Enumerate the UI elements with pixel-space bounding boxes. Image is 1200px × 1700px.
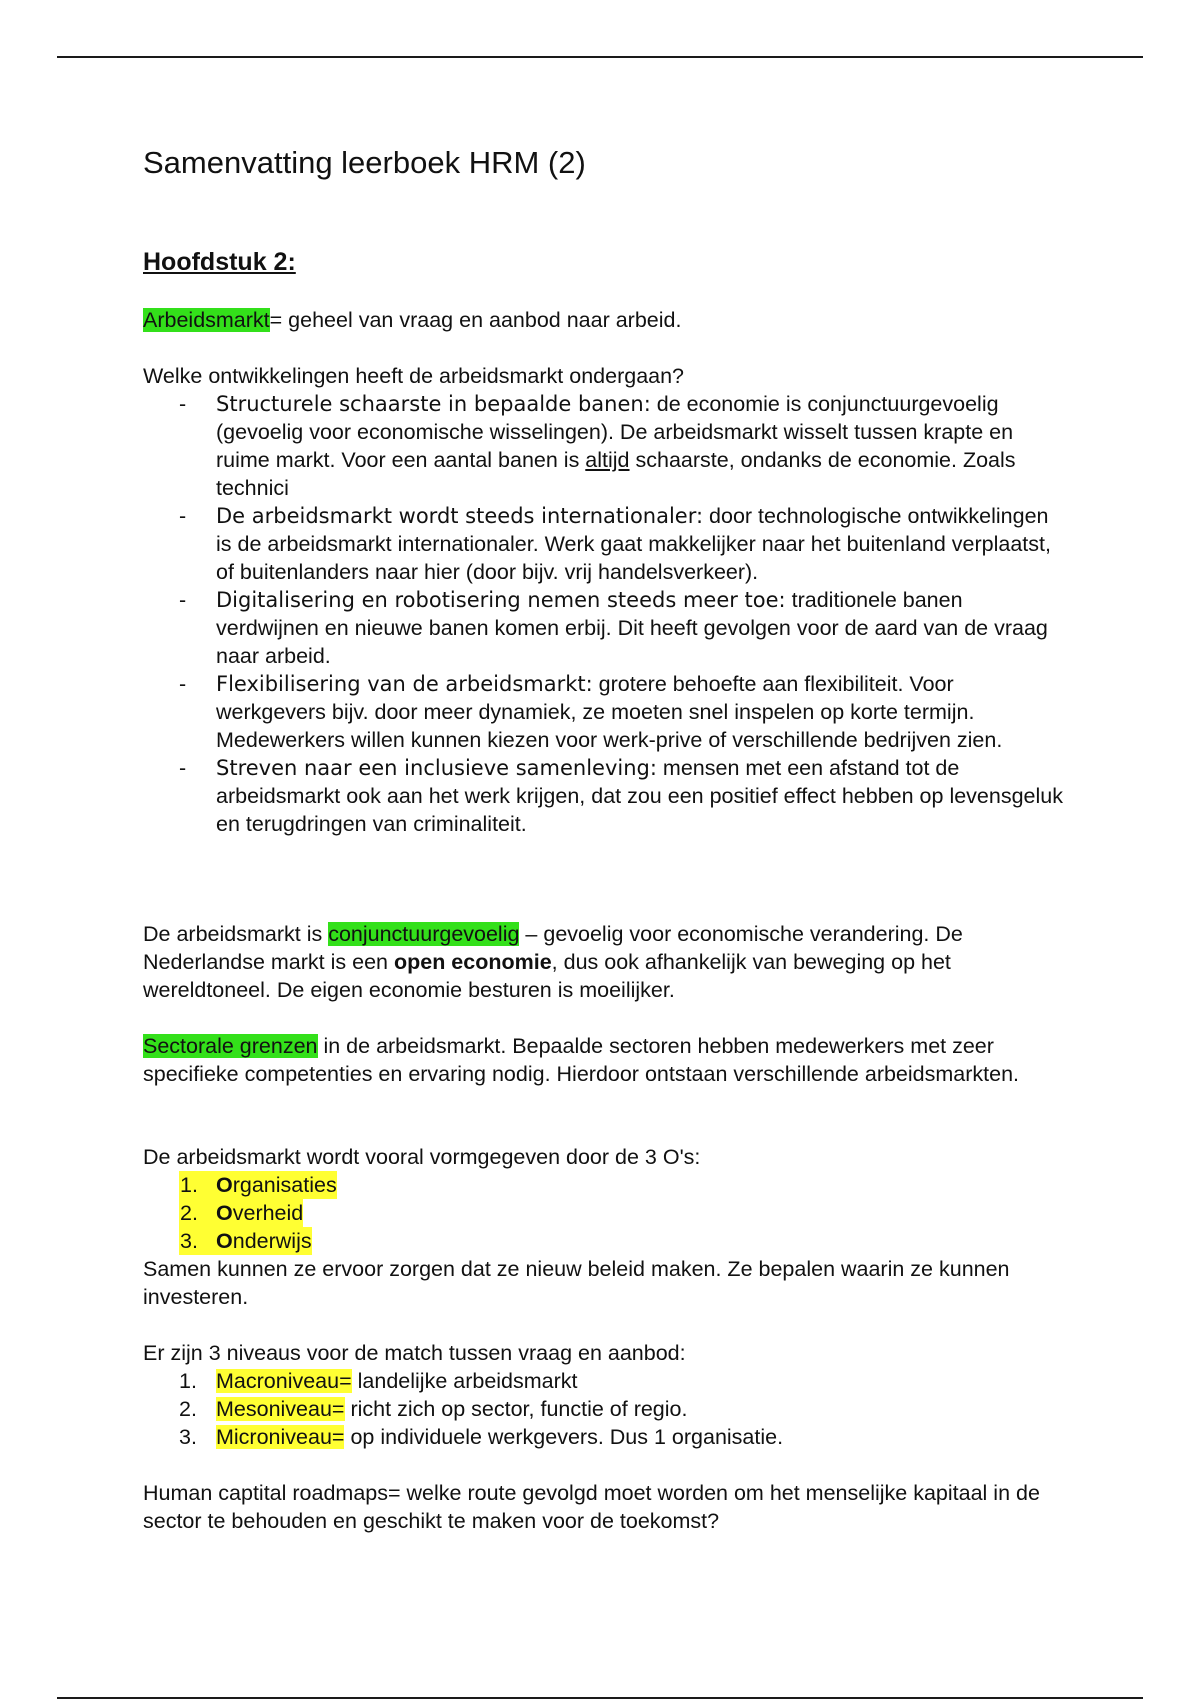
item-head: Structurele schaarste in bepaalde banen: [216, 392, 651, 416]
term-highlight: Mesoniveau= [216, 1397, 345, 1421]
highlighted-item: 2. Overheid [180, 1201, 304, 1225]
levels-intro: Er zijn 3 niveaus voor de match tussen vraag en aanbod: [143, 1341, 686, 1365]
item-head: Flexibilisering van de arbeidsmarkt: [216, 672, 593, 696]
three-o-after: Samen kunnen ze ervoor zorgen dat ze nieuw beleid maken. Ze bepalen waarin ze kunnen investeren. [143, 1257, 1010, 1309]
term-highlight: Sectorale grenzen [143, 1034, 318, 1058]
top-rule [57, 56, 1143, 58]
highlighted-item: 1. Organisaties [180, 1173, 337, 1197]
definition-arbeidsmarkt [143, 306, 1063, 334]
item-head: Streven naar een inclusieve samenleving: [216, 756, 657, 780]
list-item: - Flexibilisering van de arbeidsmarkt: grotere behoefte aan flexibiliteit. Voor werkgevers bijv. door meer dynamiek, ze moeten snel inspelen op korte termijn. Medewerkers willen kunnen kiezen voor werk-prive of verschillende bedrijven zien. [143, 670, 1063, 754]
sector-paragraph: Sectorale grenzen in de arbeidsmarkt. Bepaalde sectoren hebben medewerkers met zeer specifieke competenties en ervaring nodig. Hierdoor ontstaan verschillende arbeidsmarkten. [143, 1034, 1020, 1086]
item-head: Digitalisering en robotisering nemen steeds meer toe: [216, 588, 786, 612]
levels-section [143, 1339, 1063, 1451]
list-item [143, 1199, 1063, 1227]
list-item [143, 1227, 1063, 1255]
three-o-intro: De arbeidsmarkt wordt vooral vormgegeven door de 3 O's: [143, 1145, 701, 1169]
bold-term: open economie [393, 950, 552, 974]
item-head: De arbeidsmarkt wordt steeds internationaler: [216, 504, 704, 528]
levels-list [143, 1367, 1063, 1451]
developments-section [143, 362, 1063, 838]
term-highlight: Microniveau= [216, 1425, 345, 1449]
definition-text: = geheel van vraag en aanbod naar arbeid. [269, 308, 682, 332]
list-item: - Streven naar een inclusieve samenleving: mensen met een afstand tot de arbeidsmarkt ook aan het werk krijgen, dat zou een positief effect hebben op levensgeluk en terugdringen van criminaliteit. [143, 754, 1063, 838]
term-highlight: Macroniveau= [216, 1369, 352, 1393]
list-item: 1. Macroniveau= landelijke arbeidsmarkt [179, 1369, 578, 1393]
bottom-rule [57, 1697, 1143, 1699]
three-o-section [143, 1143, 1063, 1311]
page-title: Samenvatting leerboek HRM (2) [143, 145, 586, 180]
list-item: - De arbeidsmarkt wordt steeds internationaler: door technologische ontwikkelingen is de arbeidsmarkt internationaler. Werk gaat makkelijker naar het buitenland verplaatst, of buitenlanders naar hier (door bijv. vrij handelsverkeer). [143, 502, 1063, 586]
highlighted-item: 3. Onderwijs [180, 1229, 312, 1253]
three-o-list [143, 1171, 1063, 1255]
list-item: - Digitalisering en robotisering nemen steeds meer toe: traditionele banen verdwijnen en nieuwe banen komen erbij. Dit heeft gevolgen voor de aard van de vraag naar arbeid. [143, 586, 1063, 670]
developments-list [143, 390, 1063, 838]
term-highlight: conjunctuurgevoelig [328, 922, 520, 946]
conjunctuur-paragraph: De arbeidsmarkt is conjunctuurgevoelig – gevoelig voor economische verandering. De Nederlandse markt is een open economie, dus ook afhankelijk van beweging op het wereldtoneel. De eigen economie besturen is moeilijker. [143, 922, 963, 1002]
underlined-word: altijd [585, 448, 630, 472]
roadmaps-paragraph: Human captital roadmaps= welke route gevolgd moet worden om het menselijke kapitaal in de sector te behouden en geschikt te maken voor de toekomst? [143, 1481, 1040, 1533]
term-highlight: Arbeidsmarkt [143, 308, 270, 332]
list-item: - Structurele schaarste in bepaalde banen: de economie is conjunctuurgevoelig (gevoelig voor economische wisselingen). De arbeidsmarkt wisselt tussen krapte en ruime markt. Voor een aantal banen is altijd schaarste, ondanks de economie. Zoals technici [143, 390, 1063, 502]
list-item: 3. Microniveau= op individuele werkgevers. Dus 1 organisatie. [179, 1425, 784, 1449]
list-item [143, 1171, 1063, 1199]
list-item: 2. Mesoniveau= richt zich op sector, functie of regio. [179, 1397, 688, 1421]
chapter-heading: Hoofdstuk 2: [143, 248, 296, 276]
developments-question: Welke ontwikkelingen heeft de arbeidsmarkt ondergaan? [143, 364, 685, 388]
